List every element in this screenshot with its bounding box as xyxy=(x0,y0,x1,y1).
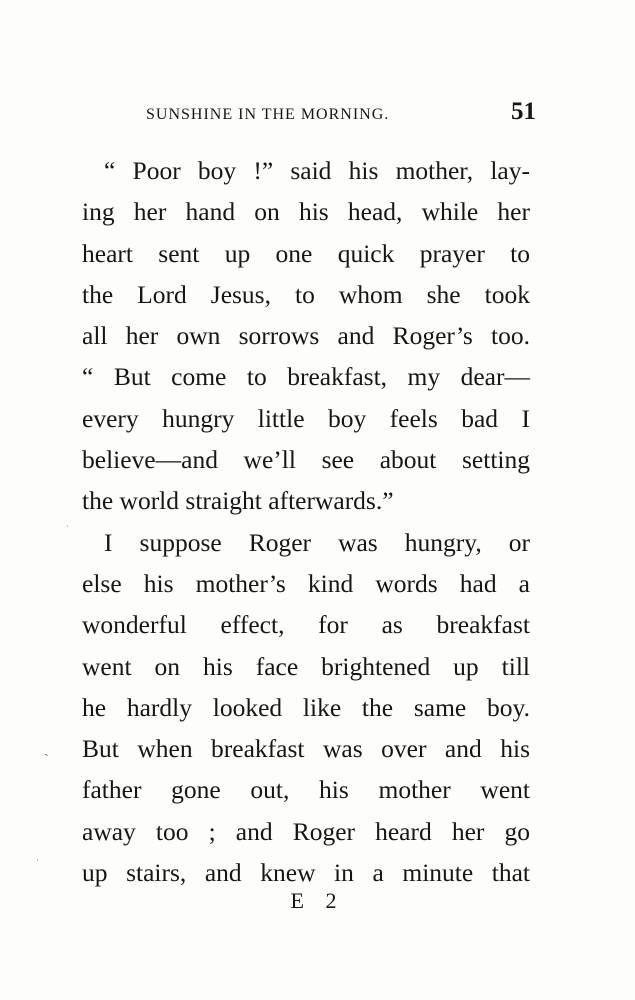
text-line: ing her hand on his head, while her xyxy=(82,197,530,227)
text-line: “ But come to breakfast, my dear— xyxy=(82,362,530,392)
text-line: But when breakfast was over and his xyxy=(82,734,530,764)
running-head xyxy=(146,98,536,134)
text-line: went on his face brightened up till xyxy=(82,651,530,681)
body-text xyxy=(82,150,530,893)
text-line: the Lord Jesus, to whom she took xyxy=(82,279,530,309)
text-line: heart sent up one quick prayer to xyxy=(82,238,530,268)
text-line: every hungry little boy feels bad I xyxy=(82,403,530,433)
ink-speck: ˏ xyxy=(44,742,49,757)
text-line: up stairs, and knew in a minute that xyxy=(82,858,530,888)
text-line: all her own sorrows and Roger’s too. xyxy=(82,321,530,351)
text-line: the world straight afterwards.” xyxy=(82,486,394,516)
text-line: believe—and we’ll see about setting xyxy=(82,445,530,475)
text-line: he hardly looked like the same boy. xyxy=(82,692,530,722)
running-title: SUNSHINE IN THE MORNING. xyxy=(146,106,390,123)
text-line: father gone out, his mother went xyxy=(82,775,530,805)
text-line: away too ; and Roger heard her go xyxy=(82,816,530,846)
ink-speck: · xyxy=(66,522,69,531)
ink-speck: · xyxy=(36,856,39,865)
signature-mark: E 2 xyxy=(290,888,345,913)
page-number: 51 xyxy=(511,98,536,125)
text-line: “ Poor boy !” said his mother, lay- xyxy=(104,156,530,185)
text-line: else his mother’s kind words had a xyxy=(82,568,530,598)
text-line: wonderful effect, for as breakfast xyxy=(82,610,530,640)
text-line: I suppose Roger was hungry, or xyxy=(104,527,530,557)
